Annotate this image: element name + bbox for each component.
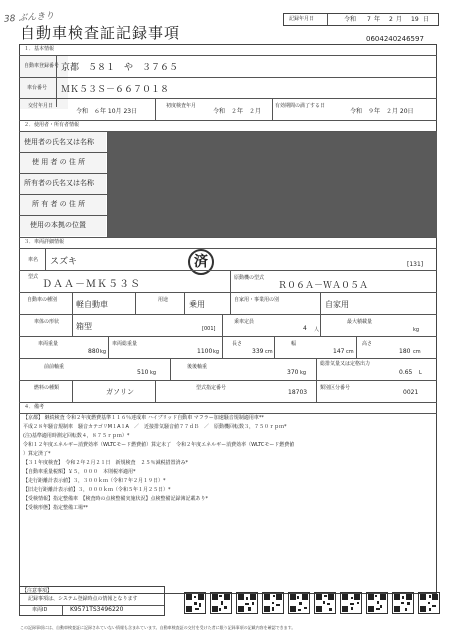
expiry-value: 令和 ９年 ２月 20日 (350, 108, 414, 115)
footer-note: この記録事項には、自動車検査証に記録されていない情報も含まれています。自動車検査証の交付を受けた者に限り記録事項の記載内容を確認できます。 (20, 625, 296, 630)
section2-heading: ２．使用者・所有者情報 (24, 122, 80, 128)
chassis-value: ＭＫ５３Ｓ－６６７０１８ (61, 85, 170, 95)
issue-date-field-value: 令和 ６年 10月 23日 (76, 108, 138, 115)
reg-no-label: 自動車登録番号 (24, 63, 60, 69)
length-label: 長さ (232, 341, 243, 347)
capacity-value: 4 (303, 325, 307, 332)
handwritten-note: 38 ぶんきり (3, 11, 55, 25)
length-value: 339 (252, 348, 264, 355)
gross-weight-value: 1100 (197, 348, 213, 355)
body-code: [001] (202, 326, 216, 332)
issue-date-box: 記録年月日 令和 7 年 2 月 19 日 (283, 13, 439, 26)
qr-code (236, 592, 258, 614)
user-address-label: 使 用 者 の 住 所 (32, 158, 86, 166)
chassis-label: 車台番号 (27, 85, 48, 91)
weight-label: 車両重量 (38, 341, 59, 347)
vehicle-id-label: 車両ID (32, 607, 48, 613)
record-frame (19, 44, 437, 594)
width-value: 147 (333, 348, 345, 355)
fuel-label: 燃料の種類 (34, 385, 60, 391)
inspected-stamp (188, 249, 214, 275)
remark-line: 【受検形態】指定整備工場** (23, 505, 89, 511)
remark-line: 【旧走行距離計表示値】３，０００ｋｍ（令和５年１月２５日）* (23, 487, 171, 493)
remark-line: 平成２８年騒音規制車 騒音カテゴリM１A１A ／ 近接排気騒音値７７ｄＢ ／ 原動機回転数３，７５０ｒｐｍ* (23, 424, 287, 430)
engine-value: Ｒ０６Ａ－ＷＡ０５Ａ (278, 281, 369, 291)
first-reg-value: 令和 ２年 ２月 (213, 108, 262, 115)
width-label: 幅 (291, 341, 297, 347)
model-value: ＤＡＡ－ＭＫ５３Ｓ (42, 279, 141, 290)
private-label: 自家用・事業用の別 (234, 297, 280, 303)
issue-date-month: 2 (389, 16, 393, 23)
notes-box (19, 586, 165, 616)
owner-address-label: 所 有 者 の 住 所 (32, 200, 86, 208)
base-location-label: 使用の本拠の位置 (30, 221, 86, 229)
gross-weight-label: 車両総重量 (112, 341, 138, 347)
fuel-value: ガソリン (106, 388, 134, 396)
qr-code (418, 592, 440, 614)
remark-line: ）算定済了* (23, 451, 51, 457)
stamp-char: 済 (194, 254, 208, 270)
remark-line: 【走行距離計表示値】３，３００ｋｍ（令和７年２月１９日）* (23, 478, 166, 484)
owner-name-label: 所有者の氏名又は名称 (24, 179, 94, 187)
kind-label: 自動車の種別 (27, 297, 58, 303)
body-value: 箱型 (76, 322, 92, 331)
qr-code (340, 592, 362, 614)
front-axle-value: 510 (137, 369, 149, 376)
rear-axle-value: 370 (287, 369, 299, 376)
remark-line: 【３１年度検査】 令和２年２月２１日 新規検査 ２５％減税措置済み* (23, 460, 189, 466)
issue-date-day: 19 (411, 16, 419, 23)
issue-date-era: 令和 (344, 16, 357, 23)
reg-no-value: 京都 ５８１ や ３７６５ (61, 63, 179, 73)
body-label: 車体の形状 (34, 319, 60, 325)
private-value: 自家用 (325, 300, 349, 309)
qr-code (392, 592, 414, 614)
section1-heading: １．基本情報 (24, 46, 55, 52)
redaction-block (108, 132, 437, 237)
maker-label: 車名 (28, 257, 39, 263)
qr-code (262, 592, 284, 614)
maker-code: [131] (407, 261, 424, 268)
engine-label: 原動機の型式 (234, 275, 265, 281)
rear-axle-label: 後後軸重 (187, 364, 208, 370)
issue-date-label: 記録年月日 (289, 16, 315, 22)
page-title: 自動車検査証記録事項 (20, 24, 181, 42)
displacement-label: 総排気量又は定格出力 (320, 361, 371, 367)
qr-code (288, 592, 310, 614)
expiry-label: 有効期間の満了する日 (275, 103, 326, 109)
qr-code (366, 592, 388, 614)
remark-line: (注)基準適用時測定回転数４，８７５ｒｐｍ）* (23, 433, 130, 439)
use-value: 乗用 (189, 300, 205, 309)
height-label: 高さ (362, 341, 373, 347)
front-axle-label: 前前軸重 (44, 364, 65, 370)
class-label: 類別区分番号 (320, 385, 351, 391)
height-value: 180 (399, 348, 411, 355)
displacement-value: 0.65 (399, 369, 413, 376)
maker-value: スズキ (50, 257, 78, 267)
type-no-value: 18703 (288, 389, 308, 396)
first-reg-label: 初度検査年月 (166, 103, 197, 109)
issue-date-year: 7 (367, 16, 371, 23)
max-load-label: 最大積載量 (347, 319, 373, 325)
section3-heading: ３．車両詳細情報 (24, 239, 65, 245)
remark-line: 【京都】 継続検査 令和２年度燃費基準１１６％達成車 ハイブリッド自動車 マフラー加速騒音規制適用車** (23, 415, 264, 421)
use-label: 用途 (158, 297, 169, 303)
document-number: 0604240246597 (366, 35, 424, 43)
kind-value: 軽自動車 (76, 300, 108, 309)
qr-code (184, 592, 206, 614)
vehicle-id-value: K9571TS3496220 (70, 606, 124, 613)
issue-date-field-label: 交付年月日 (28, 103, 54, 109)
model-label: 型式 (28, 274, 39, 280)
notes-title: 【注意事項】 (22, 588, 53, 594)
qr-code (210, 592, 232, 614)
remark-line: 【受検情報】指定整備車 【検査時の点検整備実施状況】点検整備記録簿記載あり* (23, 496, 209, 502)
weight-value: 880 (88, 348, 100, 355)
capacity-label: 乗車定員 (234, 319, 255, 325)
class-value: 0021 (403, 389, 419, 396)
qr-code (314, 592, 336, 614)
remark-line: 令和１２年度エネルギー消費効率（WLTCモード燃費値）算定未了 令和２年度エネルギー消費効率（WLTCモード燃費値 (23, 442, 295, 448)
notes-line: 記録事項は、システム登録時点の情報となります (28, 596, 138, 602)
section4-heading: ４．備考 (24, 404, 45, 410)
type-no-label: 型式指定番号 (196, 385, 227, 391)
remark-line: 【自動車重量税額】￥５，０００ 本則税率適用* (23, 469, 136, 475)
user-name-label: 使用者の氏名又は名称 (24, 138, 94, 146)
